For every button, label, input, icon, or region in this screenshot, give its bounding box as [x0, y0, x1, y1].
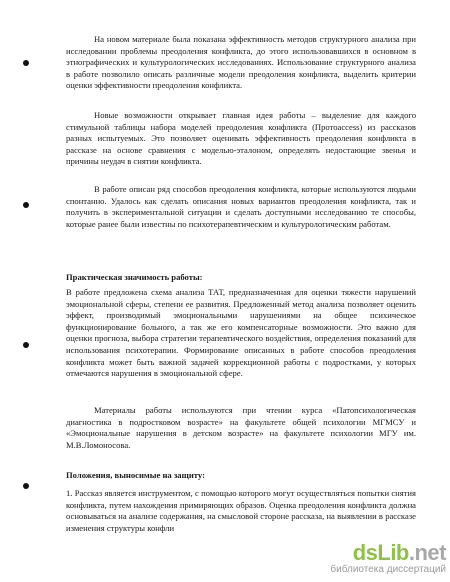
heading-practical-significance: Практическая значимость работы: [66, 272, 203, 282]
bullet-dot [23, 202, 29, 208]
heading-defense-points: Положения, выносимые на защиту: [66, 470, 205, 480]
dslib-logo: dsLib.net [352, 540, 446, 565]
watermark-subtitle: библиотека диссертаций [330, 564, 446, 575]
paragraph-new-possibilities: Новые возможности открывает главная идея работы – выделение для каждого стимульной таблицы набора моделей преодоления конфликта (Протоaccess) из рассказов разных испытуемых. Это позволяет оценивать эффективность преодоления конфликта в рассказе на основе сравнения с моделью-эталоном, определять недостающие звенья и причины неудач в снятии конфликта. [66, 110, 416, 167]
bullet-dot [23, 483, 29, 489]
paragraph-defense-point-1: 1. Рассказ является инструментом, с помощью которого могут осуществляться попытки снятия конфликта, путем нахождения примиряющих образов. Оценка преодоления конфликта должна основываться на анализе содержания, на смысловой стороне рассказа, на выявлении в рассказе изменения структуры конфли [66, 488, 416, 533]
bullet-dot [23, 60, 29, 66]
paragraph-course-materials: Материалы работы используются при чтении курса «Патопсихологическая диагностика в подростковом возрасте» на факультете общей психологии МГМСУ и «Эмоциональные нарушения в детском возрасте» на факультете психологии МГУ им. М.В.Ломоносова. [66, 405, 416, 450]
bullet-dot [23, 342, 29, 348]
paragraph-methods-described: В работе описан ряд способов преодоления конфликта, которые используются людьми спонтанно. Удалось как сделать описания новых вариантов преодоления конфликта, так и получить в экспериментальной ситуации и сделать доступными исследованию те способы, которые ранее были известны по психотерапевтическим и культурологическим работам. [66, 184, 416, 229]
paragraph-structural-analysis: На новом материале была показана эффективность методов структурного анализа при исследовании проблемы преодоления конфликта, до этого использовавшихся в основном в этнографических и культурологических исследованиях. Использование структурного анализа в работе позволило описать различные модели преодоления конфликта, выделить критерии оценки эффективности преодоления конфликта. [66, 34, 416, 91]
dslib-watermark [330, 542, 446, 576]
paragraph-tat-scheme: В работе предложена схема анализа ТАТ, предназначенная для оценки тяжести нарушений эмоциональной сферы, степени ее развития. Предложенный метод анализа позволяет оценить эффект, производимый эмоциональными нарушениями на общее психическое функционирование больного, а так же его компенсаторные возможности. Это важно для оценки прогноза, выбора стратегии терапевтического воздействия, определения показаний для использования психотерапии. Формирование описанных в работе способов преодоления конфликта может быть важной задачей коррекционной работы с подростками, у которых отмечаются нарушения в эмоциональной сфере. [66, 287, 416, 379]
